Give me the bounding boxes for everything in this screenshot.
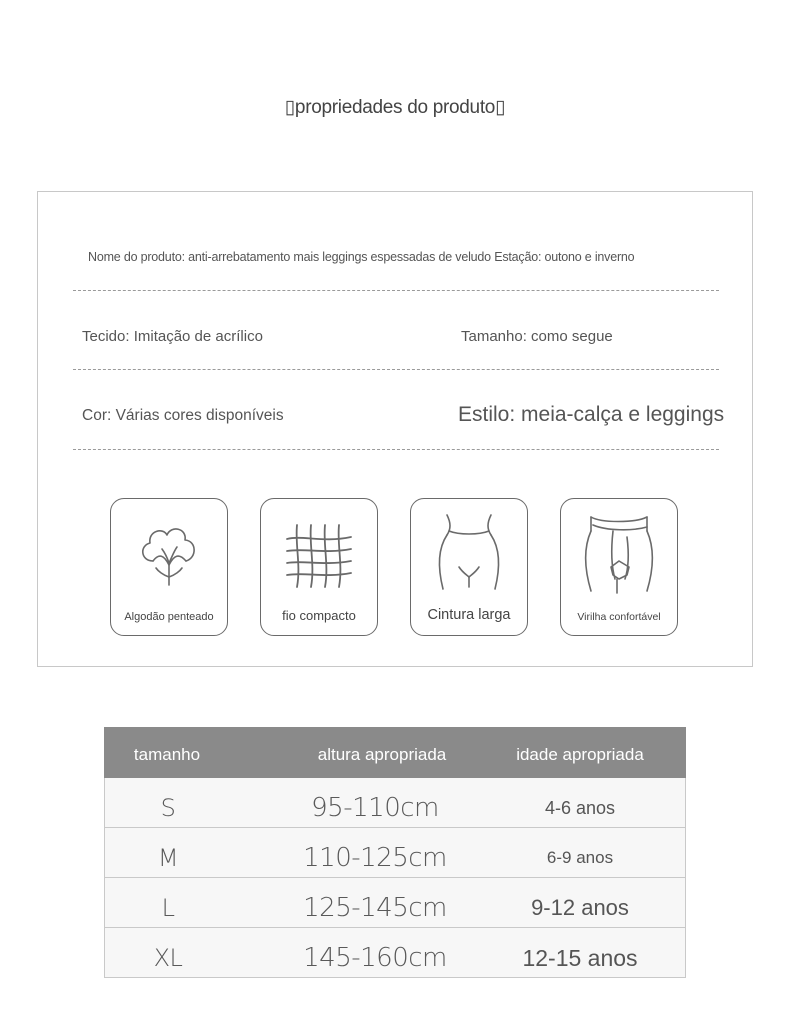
waist-icon xyxy=(429,507,509,597)
table-header xyxy=(104,727,686,778)
table-row xyxy=(104,928,686,978)
size-cell: M xyxy=(157,844,179,872)
table-row xyxy=(104,878,686,928)
size-cell: S xyxy=(160,794,176,822)
feature-label: fio compacto xyxy=(282,608,356,623)
height-cell: 145-160cm xyxy=(303,943,447,973)
column-header-size: tamanho xyxy=(133,745,201,764)
feature-tile-cotton xyxy=(110,498,228,636)
feature-label: Cintura larga xyxy=(427,607,511,623)
height-cell: 125-145cm xyxy=(303,893,447,923)
cotton-icon xyxy=(129,513,209,593)
column-header-height: altura apropriada xyxy=(317,745,447,764)
color-text: Cor: Várias cores disponíveis xyxy=(82,407,284,424)
crotch-icon xyxy=(577,509,661,599)
feature-tile-wide-waist xyxy=(410,498,528,636)
size-table xyxy=(104,727,686,978)
feature-tile-comfortable-crotch xyxy=(560,498,678,636)
divider xyxy=(73,290,719,291)
age-cell: 6-9 anos xyxy=(546,848,614,867)
size-text: Tamanho: como segue xyxy=(461,328,613,345)
table-row xyxy=(104,778,686,828)
divider xyxy=(73,449,719,450)
size-cell: XL xyxy=(153,944,183,972)
table-row xyxy=(104,828,686,878)
product-properties-panel xyxy=(37,191,753,667)
height-cell: 110-125cm xyxy=(303,843,447,873)
feature-label: Algodão penteado xyxy=(124,611,214,623)
size-cell: L xyxy=(161,894,175,922)
feature-tile-compact-yarn xyxy=(260,498,378,636)
feature-label: Virilha confortável xyxy=(577,611,661,623)
product-name-text: Nome do produto: anti-arrebatamento mais leggings espessadas de veludo Estação: outono e inverno xyxy=(88,250,635,264)
column-header-age: idade apropriada xyxy=(516,745,644,764)
age-cell: 9-12 anos xyxy=(531,895,629,920)
age-cell: 12-15 anos xyxy=(522,945,638,971)
mesh-icon xyxy=(279,515,359,595)
height-cell: 95-110cm xyxy=(311,793,439,823)
divider xyxy=(73,369,719,370)
fabric-text: Tecido: Imitação de acrílico xyxy=(82,328,263,345)
section-title: ▯propriedades do produto▯ xyxy=(284,97,506,118)
style-text: Estilo: meia-calça e leggings xyxy=(458,403,725,426)
age-cell: 4-6 anos xyxy=(544,798,616,818)
